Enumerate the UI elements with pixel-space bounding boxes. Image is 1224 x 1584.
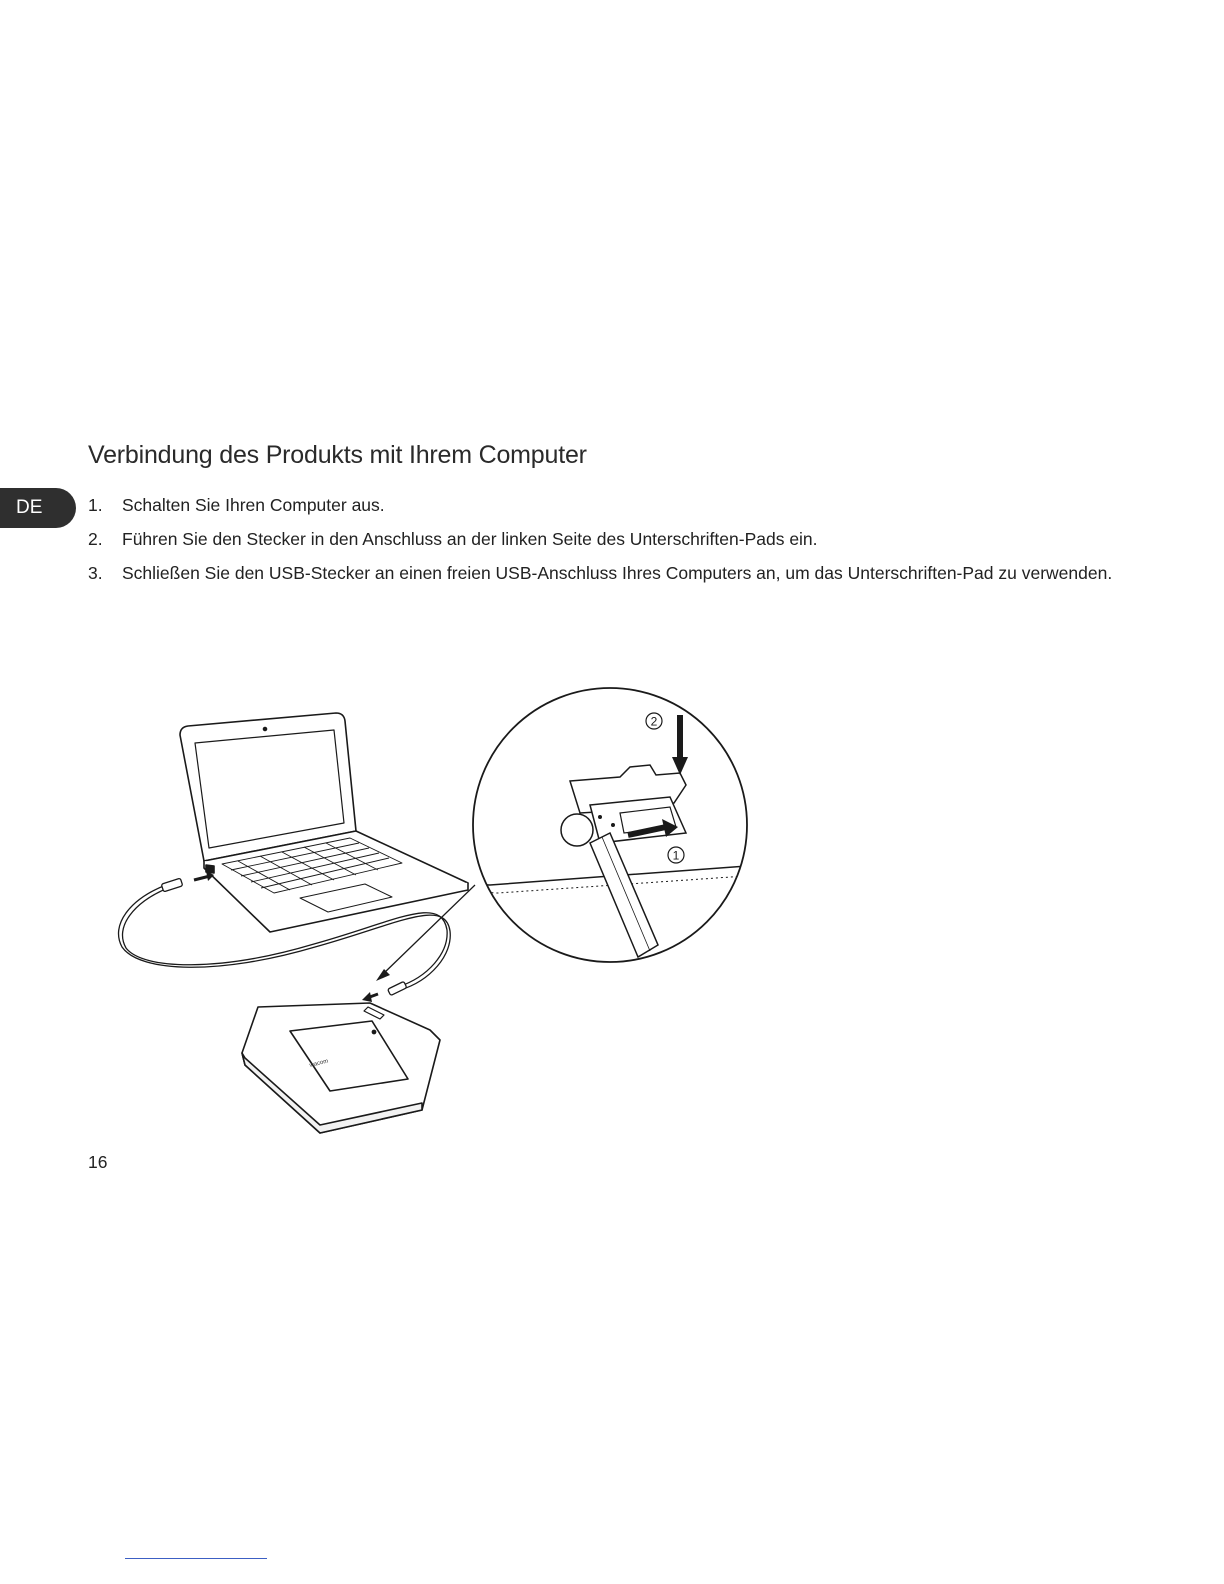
- laptop: [180, 713, 468, 932]
- signature-pad: [242, 1003, 440, 1133]
- pad-plug: [388, 981, 407, 995]
- step-text: Schließen Sie den USB-Stecker an einen freien USB-Anschluss Ihres Computers an, um das Unterschriften-Pad zu verwenden.: [122, 563, 1113, 583]
- callout-1-label: 1: [672, 848, 680, 863]
- pad-brand-label: wacom: [309, 1058, 329, 1069]
- page-number: 16: [88, 1152, 108, 1172]
- instruction-list: [88, 494, 1128, 596]
- step-text: Schalten Sie Ihren Computer aus.: [122, 495, 385, 515]
- step-text: Führen Sie den Stecker in den Anschluss an der linken Seite des Unterschriften-Pads ein.: [122, 529, 818, 549]
- list-item: [88, 528, 1128, 550]
- section-title: Verbindung des Produkts mit Ihrem Computer: [88, 441, 587, 469]
- step-number: 2.: [88, 529, 103, 549]
- step-number: 3.: [88, 563, 103, 583]
- list-item: [88, 562, 1128, 584]
- footer-rule: [125, 1558, 267, 1559]
- usb-plug: [161, 878, 182, 892]
- list-item: [88, 494, 1128, 516]
- callout-2-label: 2: [650, 714, 658, 729]
- zoom-detail: [460, 688, 760, 962]
- step-number: 1.: [88, 495, 103, 515]
- language-tab: DE: [0, 488, 76, 528]
- connection-illustration: [110, 685, 760, 1150]
